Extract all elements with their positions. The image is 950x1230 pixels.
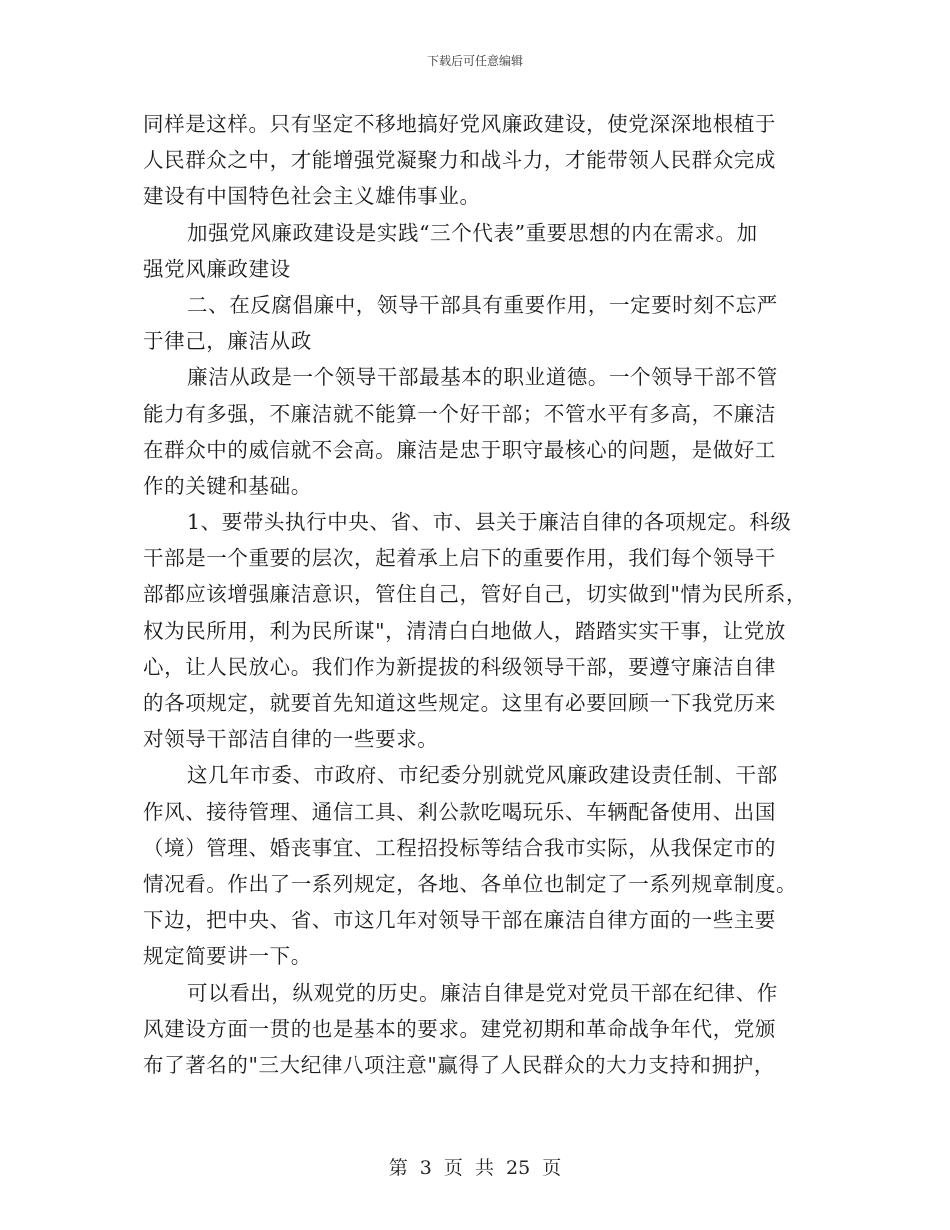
- page-number: 第 3 页 共 25 页: [388, 1157, 562, 1179]
- text-line: 加强党风廉政建设是实践“三个代表”重要思想的内在需求。加: [187, 220, 758, 245]
- text-line: 人民群众之中，才能增强党凝聚力和战斗力，才能带领人民群众完成: [143, 148, 776, 173]
- text-line: 作风、接待管理、通信工具、剎公款吃喝玩乐、车辆配备使用、出国: [143, 799, 776, 824]
- text-line: 这几年市委、市政府、市纪委分别就党风廉政建设责任制、干部: [187, 763, 778, 788]
- section-heading: 二、在反腐倡廉中，领导干部具有重要作用，一定要时刻不忘严: [187, 292, 778, 317]
- text-line: 规定简要讲一下。: [143, 944, 312, 969]
- text-line: 的各项规定，就要首先知道这些规定。这里有必要回顾一下我党历来: [143, 691, 776, 715]
- text-line: 心，让人民放心。我们作为新提拔的科级领导干部，要遵守廉洁自律: [143, 654, 776, 679]
- text-line: 1、要带头执行中央、省、市、县关于廉洁自律的各项规定。科级: [187, 510, 792, 535]
- text-line: 强党风廉政建设: [143, 256, 291, 281]
- text-line: 能力有多强，不廉洁就不能算一个好干部；不管水平有多高，不廉洁: [143, 401, 776, 426]
- text-line: 在群众中的威信就不会高。廉洁是忠于职守最核心的问题，是做好工: [143, 437, 776, 462]
- text-line: 布了著名的"三大纪律八项注意"赢得了人民群众的大力支持和拥护，: [143, 1052, 775, 1077]
- text-line: 对领导干部洁自律的一些要求。: [143, 727, 439, 752]
- text-line: 可以看出，纵观党的历史。廉洁自律是党对党员干部在纪律、作: [187, 980, 778, 1005]
- section-heading-cont: 于律己，廉洁从政: [143, 329, 312, 354]
- text-line: 部都应该增强廉洁意识，管住自己，管好自己，切实做到"情为民所系，: [143, 582, 808, 607]
- text-line: 风建设方面一贯的也是基本的要求。建党初期和革命战争年代，党颁: [143, 1016, 776, 1041]
- document-body: [143, 106, 808, 1083]
- text-line: （境）管理、婚丧事宜、工程招投标等结合我市实际，从我保定市的: [143, 835, 776, 860]
- page-header: 下载后可任意编辑: [426, 54, 523, 68]
- text-line: 情况看。作出了一系列规定，各地、各单位也制定了一系列规章制度。: [143, 871, 798, 896]
- text-line: 权为民所用，利为民所谋"，清清白白地做人，踏踏实实干事，让党放: [143, 618, 787, 643]
- text-line: 廉洁从政是一个领导干部最基本的职业道德。一个领导干部不管: [187, 365, 778, 390]
- text-line: 作的关键和基础。: [143, 473, 312, 498]
- text-line: 干部是一个重要的层次，起着承上启下的重要作用，我们每个领导干: [143, 546, 776, 571]
- text-line: 建设有中国特色社会主义雄伟事业。: [143, 184, 481, 209]
- text-line: 同样是这样。只有坚定不移地搞好党风廉政建设，使党深深地根植于: [143, 112, 776, 136]
- text-line: 下边，把中央、省、市这几年对领导干部在廉洁自律方面的一些主要: [143, 908, 776, 933]
